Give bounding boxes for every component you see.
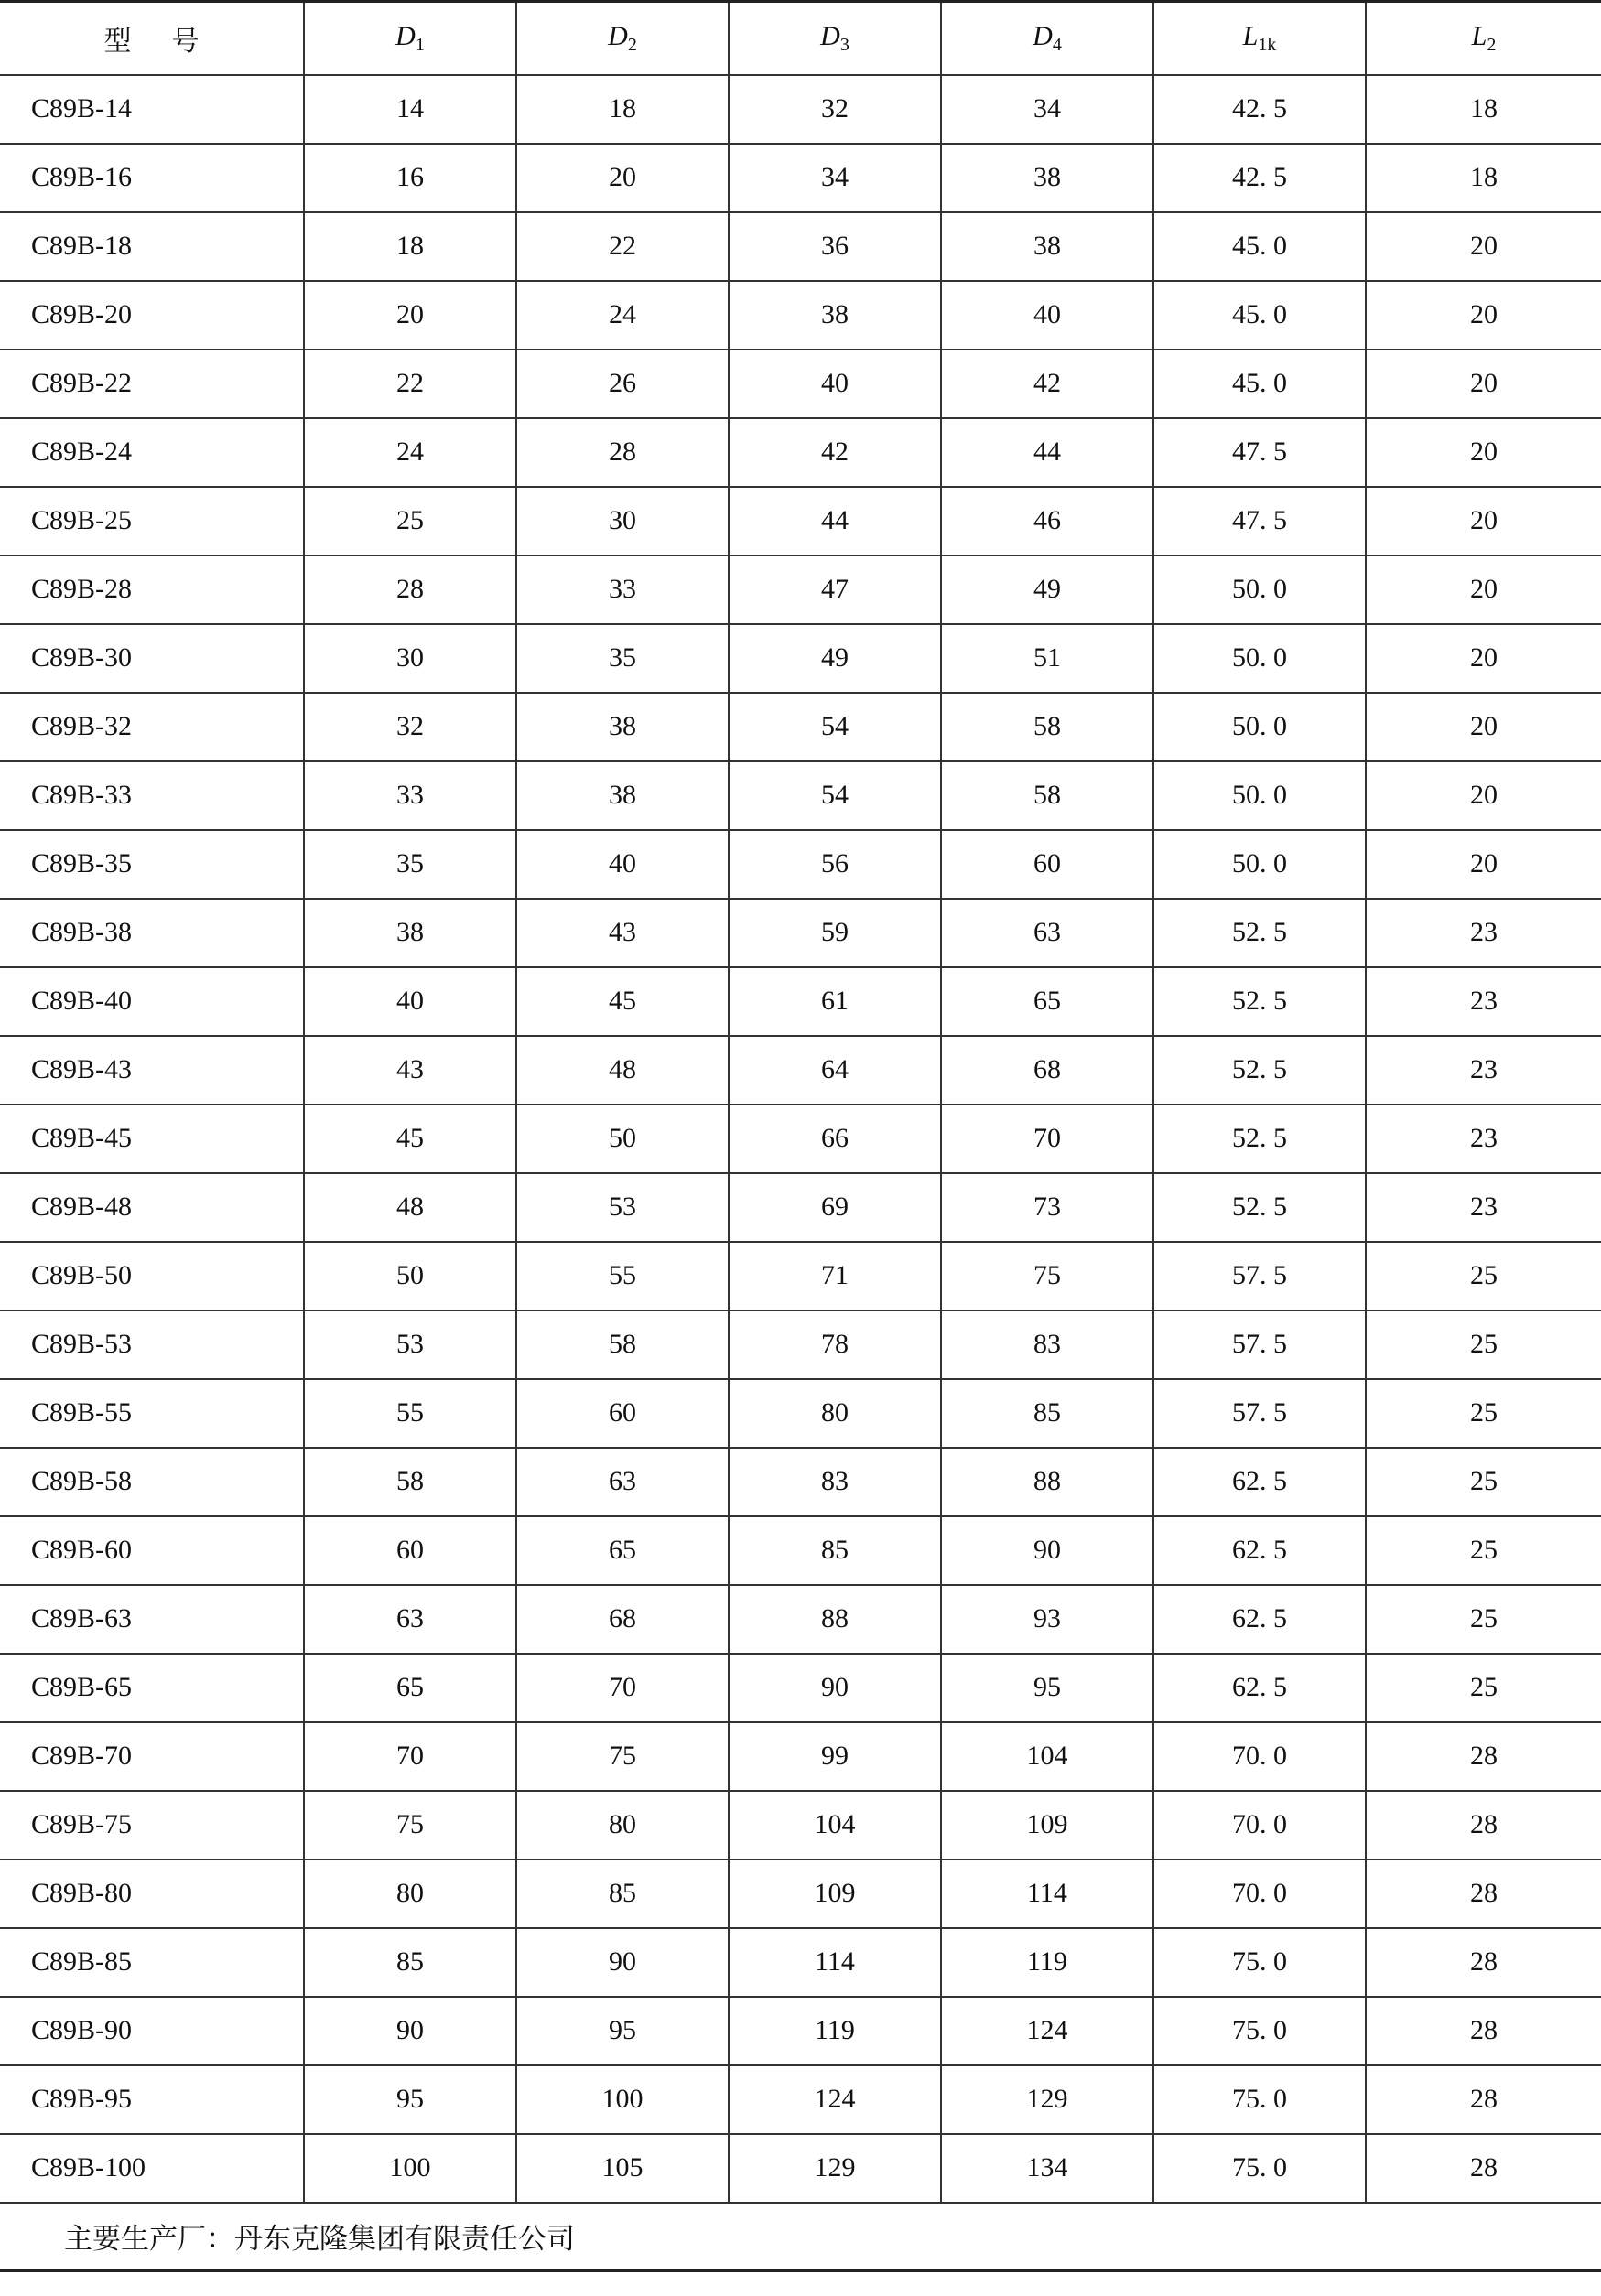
value-cell: 50. 0 [1153, 761, 1366, 830]
value-cell: 25 [1366, 1654, 1601, 1722]
value-cell: 100 [516, 2065, 729, 2134]
model-cell: C89B-70 [0, 1722, 304, 1791]
value-cell: 25 [1366, 1379, 1601, 1448]
value-cell: 30 [304, 624, 516, 693]
value-cell: 20 [1366, 761, 1601, 830]
value-cell: 23 [1366, 1036, 1601, 1105]
value-cell: 23 [1366, 1173, 1601, 1242]
model-cell: C89B-50 [0, 1242, 304, 1310]
value-cell: 48 [304, 1173, 516, 1242]
value-cell: 57. 5 [1153, 1379, 1366, 1448]
value-cell: 70. 0 [1153, 1722, 1366, 1791]
model-cell: C89B-85 [0, 1928, 304, 1997]
value-cell: 75. 0 [1153, 1997, 1366, 2065]
value-cell: 18 [1366, 75, 1601, 144]
header-subscript: 2 [627, 34, 637, 55]
model-cell: C89B-40 [0, 967, 304, 1036]
model-cell: C89B-25 [0, 487, 304, 555]
table-row [0, 899, 1601, 967]
value-cell: 129 [941, 2065, 1153, 2134]
table-row [0, 487, 1601, 555]
table-row [0, 212, 1601, 281]
value-cell: 48 [516, 1036, 729, 1105]
header-col-1 [304, 2, 516, 75]
table-row [0, 1242, 1601, 1310]
value-cell: 25 [1366, 1310, 1601, 1379]
value-cell: 28 [1366, 2065, 1601, 2134]
table-row [0, 1722, 1601, 1791]
model-cell: C89B-32 [0, 693, 304, 761]
value-cell: 50 [304, 1242, 516, 1310]
value-cell: 20 [1366, 418, 1601, 487]
table-row [0, 1036, 1601, 1105]
value-cell: 52. 5 [1153, 1105, 1366, 1173]
model-cell: C89B-63 [0, 1585, 304, 1654]
table-body [0, 75, 1601, 2203]
model-cell: C89B-75 [0, 1791, 304, 1859]
value-cell: 100 [304, 2134, 516, 2203]
model-cell: C89B-90 [0, 1997, 304, 2065]
model-cell: C89B-80 [0, 1859, 304, 1928]
value-cell: 25 [1366, 1585, 1601, 1654]
value-cell: 35 [516, 624, 729, 693]
header-col-2 [516, 2, 729, 75]
model-cell: C89B-30 [0, 624, 304, 693]
value-cell: 23 [1366, 899, 1601, 967]
value-cell: 28 [1366, 1997, 1601, 2065]
value-cell: 61 [729, 967, 941, 1036]
value-cell: 65 [304, 1654, 516, 1722]
value-cell: 25 [1366, 1516, 1601, 1585]
value-cell: 20 [1366, 555, 1601, 624]
value-cell: 60 [941, 830, 1153, 899]
value-cell: 75 [516, 1722, 729, 1791]
value-cell: 33 [516, 555, 729, 624]
value-cell: 49 [729, 624, 941, 693]
value-cell: 28 [1366, 2134, 1601, 2203]
value-cell: 70 [516, 1654, 729, 1722]
value-cell: 134 [941, 2134, 1153, 2203]
table-row [0, 1859, 1601, 1928]
value-cell: 52. 5 [1153, 1036, 1366, 1105]
model-cell: C89B-35 [0, 830, 304, 899]
value-cell: 119 [941, 1928, 1153, 1997]
table-row [0, 761, 1601, 830]
value-cell: 20 [1366, 830, 1601, 899]
value-cell: 28 [1366, 1928, 1601, 1997]
value-cell: 38 [304, 899, 516, 967]
value-cell: 109 [941, 1791, 1153, 1859]
value-cell: 40 [729, 350, 941, 418]
value-cell: 114 [729, 1928, 941, 1997]
value-cell: 28 [1366, 1722, 1601, 1791]
value-cell: 28 [1366, 1791, 1601, 1859]
table-row [0, 2134, 1601, 2203]
header-subscript: 4 [1052, 34, 1062, 55]
value-cell: 40 [941, 281, 1153, 350]
value-cell: 58 [304, 1448, 516, 1516]
value-cell: 90 [941, 1516, 1153, 1585]
model-cell: C89B-53 [0, 1310, 304, 1379]
table-row [0, 1928, 1601, 1997]
table-row [0, 693, 1601, 761]
value-cell: 55 [304, 1379, 516, 1448]
value-cell: 35 [304, 830, 516, 899]
value-cell: 75 [941, 1242, 1153, 1310]
value-cell: 25 [1366, 1242, 1601, 1310]
model-cell: C89B-43 [0, 1036, 304, 1105]
value-cell: 63 [941, 899, 1153, 967]
value-cell: 69 [729, 1173, 941, 1242]
table-row [0, 1516, 1601, 1585]
value-cell: 42. 5 [1153, 75, 1366, 144]
table-row [0, 350, 1601, 418]
model-cell: C89B-55 [0, 1379, 304, 1448]
value-cell: 83 [729, 1448, 941, 1516]
header-symbol: D [608, 20, 628, 51]
value-cell: 20 [1366, 624, 1601, 693]
value-cell: 54 [729, 693, 941, 761]
table-row [0, 418, 1601, 487]
value-cell: 50 [516, 1105, 729, 1173]
value-cell: 124 [729, 2065, 941, 2134]
value-cell: 40 [304, 967, 516, 1036]
table-row [0, 967, 1601, 1036]
value-cell: 114 [941, 1859, 1153, 1928]
value-cell: 16 [304, 144, 516, 212]
value-cell: 53 [304, 1310, 516, 1379]
value-cell: 57. 5 [1153, 1310, 1366, 1379]
model-cell: C89B-95 [0, 2065, 304, 2134]
value-cell: 20 [1366, 212, 1601, 281]
value-cell: 85 [729, 1516, 941, 1585]
value-cell: 63 [304, 1585, 516, 1654]
value-cell: 30 [516, 487, 729, 555]
table-row [0, 281, 1601, 350]
model-cell: C89B-18 [0, 212, 304, 281]
model-cell: C89B-22 [0, 350, 304, 418]
value-cell: 47. 5 [1153, 487, 1366, 555]
table-row [0, 1997, 1601, 2065]
table-row [0, 624, 1601, 693]
value-cell: 20 [1366, 487, 1601, 555]
value-cell: 32 [729, 75, 941, 144]
value-cell: 85 [516, 1859, 729, 1928]
table-row [0, 1448, 1601, 1516]
table-row [0, 2065, 1601, 2134]
header-col-4 [941, 2, 1153, 75]
value-cell: 104 [729, 1791, 941, 1859]
value-cell: 62. 5 [1153, 1448, 1366, 1516]
value-cell: 34 [941, 75, 1153, 144]
value-cell: 24 [304, 418, 516, 487]
value-cell: 28 [1366, 1859, 1601, 1928]
value-cell: 85 [941, 1379, 1153, 1448]
header-symbol: D [820, 20, 840, 51]
value-cell: 45 [516, 967, 729, 1036]
value-cell: 95 [941, 1654, 1153, 1722]
value-cell: 38 [516, 761, 729, 830]
value-cell: 73 [941, 1173, 1153, 1242]
header-col-3 [729, 2, 941, 75]
value-cell: 78 [729, 1310, 941, 1379]
value-cell: 38 [516, 693, 729, 761]
value-cell: 45. 0 [1153, 281, 1366, 350]
value-cell: 18 [516, 75, 729, 144]
value-cell: 129 [729, 2134, 941, 2203]
value-cell: 80 [729, 1379, 941, 1448]
value-cell: 38 [729, 281, 941, 350]
value-cell: 44 [729, 487, 941, 555]
model-cell: C89B-60 [0, 1516, 304, 1585]
value-cell: 95 [516, 1997, 729, 2065]
header-model [0, 2, 304, 75]
value-cell: 38 [941, 212, 1153, 281]
header-row [0, 2, 1601, 75]
value-cell: 33 [304, 761, 516, 830]
value-cell: 62. 5 [1153, 1516, 1366, 1585]
header-subscript: 1k [1258, 34, 1277, 55]
value-cell: 70. 0 [1153, 1791, 1366, 1859]
value-cell: 20 [304, 281, 516, 350]
table-row [0, 1310, 1601, 1379]
value-cell: 44 [941, 418, 1153, 487]
value-cell: 75. 0 [1153, 1928, 1366, 1997]
value-cell: 42 [729, 418, 941, 487]
model-cell: C89B-20 [0, 281, 304, 350]
value-cell: 65 [941, 967, 1153, 1036]
value-cell: 90 [729, 1654, 941, 1722]
value-cell: 25 [1366, 1448, 1601, 1516]
value-cell: 45. 0 [1153, 212, 1366, 281]
model-cell: C89B-45 [0, 1105, 304, 1173]
value-cell: 28 [516, 418, 729, 487]
model-cell: C89B-58 [0, 1448, 304, 1516]
header-subscript: 1 [415, 34, 425, 55]
model-cell: C89B-48 [0, 1173, 304, 1242]
value-cell: 75. 0 [1153, 2134, 1366, 2203]
header-col-5 [1153, 2, 1366, 75]
value-cell: 104 [941, 1722, 1153, 1791]
value-cell: 68 [516, 1585, 729, 1654]
value-cell: 49 [941, 555, 1153, 624]
value-cell: 70 [304, 1722, 516, 1791]
value-cell: 63 [516, 1448, 729, 1516]
value-cell: 88 [941, 1448, 1153, 1516]
table-row [0, 1379, 1601, 1448]
value-cell: 58 [941, 761, 1153, 830]
value-cell: 50. 0 [1153, 555, 1366, 624]
value-cell: 93 [941, 1585, 1153, 1654]
value-cell: 90 [516, 1928, 729, 1997]
value-cell: 57. 5 [1153, 1242, 1366, 1310]
manufacturer-note: 主要生产厂：丹东克隆集团有限责任公司 [0, 2203, 1601, 2271]
value-cell: 46 [941, 487, 1153, 555]
value-cell: 90 [304, 1997, 516, 2065]
value-cell: 56 [729, 830, 941, 899]
value-cell: 47. 5 [1153, 418, 1366, 487]
value-cell: 80 [516, 1791, 729, 1859]
table-row [0, 830, 1601, 899]
value-cell: 70. 0 [1153, 1859, 1366, 1928]
value-cell: 42 [941, 350, 1153, 418]
model-cell: C89B-16 [0, 144, 304, 212]
value-cell: 52. 5 [1153, 899, 1366, 967]
value-cell: 65 [516, 1516, 729, 1585]
footer-row [0, 2203, 1601, 2271]
model-cell: C89B-28 [0, 555, 304, 624]
value-cell: 75 [304, 1791, 516, 1859]
value-cell: 25 [304, 487, 516, 555]
value-cell: 22 [304, 350, 516, 418]
header-symbol: L [1471, 20, 1487, 51]
value-cell: 52. 5 [1153, 1173, 1366, 1242]
value-cell: 109 [729, 1859, 941, 1928]
value-cell: 14 [304, 75, 516, 144]
value-cell: 40 [516, 830, 729, 899]
value-cell: 60 [304, 1516, 516, 1585]
value-cell: 23 [1366, 967, 1601, 1036]
value-cell: 68 [941, 1036, 1153, 1105]
value-cell: 38 [941, 144, 1153, 212]
value-cell: 80 [304, 1859, 516, 1928]
value-cell: 26 [516, 350, 729, 418]
value-cell: 88 [729, 1585, 941, 1654]
value-cell: 32 [304, 693, 516, 761]
table-row [0, 75, 1601, 144]
value-cell: 99 [729, 1722, 941, 1791]
table-row [0, 144, 1601, 212]
model-cell: C89B-65 [0, 1654, 304, 1722]
header-symbol: L [1242, 20, 1259, 51]
value-cell: 43 [516, 899, 729, 967]
value-cell: 54 [729, 761, 941, 830]
value-cell: 20 [1366, 350, 1601, 418]
value-cell: 20 [516, 144, 729, 212]
value-cell: 47 [729, 555, 941, 624]
value-cell: 105 [516, 2134, 729, 2203]
table-row [0, 1105, 1601, 1173]
value-cell: 58 [516, 1310, 729, 1379]
table-row [0, 1791, 1601, 1859]
table-row [0, 555, 1601, 624]
value-cell: 22 [516, 212, 729, 281]
value-cell: 34 [729, 144, 941, 212]
value-cell: 18 [304, 212, 516, 281]
value-cell: 55 [516, 1242, 729, 1310]
value-cell: 20 [1366, 281, 1601, 350]
header-col-6 [1366, 2, 1601, 75]
value-cell: 20 [1366, 693, 1601, 761]
table-row [0, 1173, 1601, 1242]
value-cell: 50. 0 [1153, 624, 1366, 693]
value-cell: 45. 0 [1153, 350, 1366, 418]
model-cell: C89B-100 [0, 2134, 304, 2203]
value-cell: 83 [941, 1310, 1153, 1379]
model-cell: C89B-33 [0, 761, 304, 830]
value-cell: 50. 0 [1153, 830, 1366, 899]
value-cell: 23 [1366, 1105, 1601, 1173]
value-cell: 119 [729, 1997, 941, 2065]
value-cell: 51 [941, 624, 1153, 693]
header-subscript: 3 [839, 34, 849, 55]
header-subscript: 2 [1487, 34, 1497, 55]
value-cell: 28 [304, 555, 516, 624]
value-cell: 50. 0 [1153, 693, 1366, 761]
model-cell: C89B-38 [0, 899, 304, 967]
header-symbol: D [1033, 20, 1053, 51]
value-cell: 64 [729, 1036, 941, 1105]
value-cell: 75. 0 [1153, 2065, 1366, 2134]
value-cell: 66 [729, 1105, 941, 1173]
value-cell: 85 [304, 1928, 516, 1997]
value-cell: 58 [941, 693, 1153, 761]
value-cell: 52. 5 [1153, 967, 1366, 1036]
value-cell: 42. 5 [1153, 144, 1366, 212]
value-cell: 62. 5 [1153, 1654, 1366, 1722]
value-cell: 53 [516, 1173, 729, 1242]
value-cell: 70 [941, 1105, 1153, 1173]
value-cell: 71 [729, 1242, 941, 1310]
table-row [0, 1585, 1601, 1654]
table-row [0, 1654, 1601, 1722]
value-cell: 59 [729, 899, 941, 967]
value-cell: 60 [516, 1379, 729, 1448]
value-cell: 43 [304, 1036, 516, 1105]
header-symbol: D [395, 20, 416, 51]
model-cell: C89B-24 [0, 418, 304, 487]
value-cell: 95 [304, 2065, 516, 2134]
model-cell: C89B-14 [0, 75, 304, 144]
value-cell: 124 [941, 1997, 1153, 2065]
header-label: 型号 [103, 26, 240, 57]
value-cell: 18 [1366, 144, 1601, 212]
value-cell: 45 [304, 1105, 516, 1173]
value-cell: 62. 5 [1153, 1585, 1366, 1654]
value-cell: 36 [729, 212, 941, 281]
value-cell: 24 [516, 281, 729, 350]
